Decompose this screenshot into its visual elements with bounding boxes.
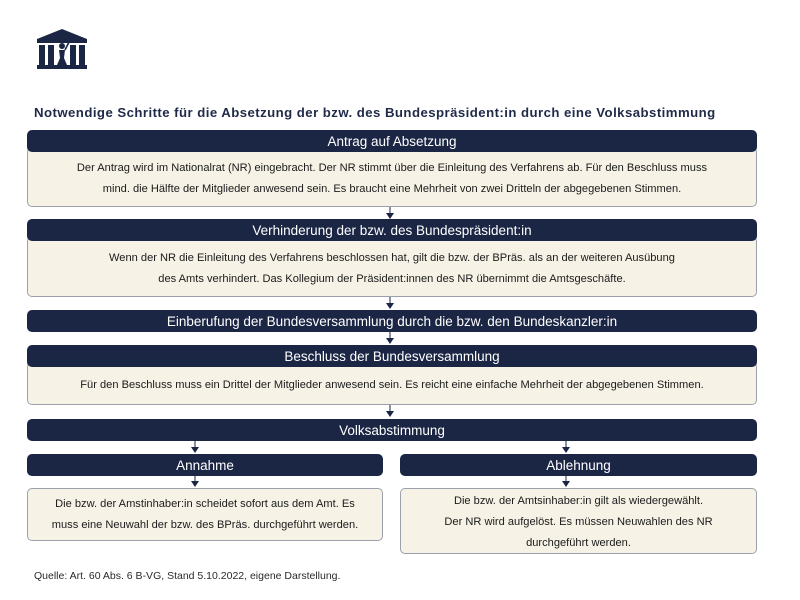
annahme-header: Annahme [27,454,383,476]
antrag-header: Antrag auf Absetzung [27,130,757,152]
verhinderung-box [27,236,757,297]
arrow-beschluss-to-volksabstimmung [386,405,394,417]
ablehnung-text-line-3: durchgeführt werden. [526,537,631,549]
volksabstimmung-header: Volksabstimmung [27,419,757,441]
antrag-text-line-1: Der Antrag wird im Nationalrat (NR) eingebracht. Der NR stimmt über die Einleitung des Verfahrens ab. Für den Beschluss muss [76,162,708,174]
arrow-annahme-to-box [191,476,199,487]
arrow-einberufung-to-beschluss [386,332,394,344]
annahme-text-line-2: muss eine Neuwahl der bzw. des BPräs. durchgeführt werden. [51,519,359,531]
beschluss-header: Beschluss der Bundesversammlung [27,345,757,367]
arrow-volksabstimmung-to-ablehnung [562,441,570,453]
verhinderung-text-line-2: des Amts verhindert. Das Kollegium der Präsident:innen des NR übernimmt die Amtsgeschäfte. [158,273,626,285]
ablehnung-text-line-2: Der NR wird aufgelöst. Es müssen Neuwahlen des NR [444,516,713,528]
arrow-verhinderung-to-einberufung [386,297,394,309]
diagram-title: Notwendige Schritte für die Absetzung der bzw. des Bundespräsident:in durch eine Volksabstimmung [34,105,716,120]
antrag-text-line-2: mind. die Hälfte der Mitglieder anwesend sein. Es braucht eine Mehrheit von zwei Dritteln der abgegebenen Stimmen. [102,183,682,195]
ablehnung-box [400,488,757,554]
verhinderung-header: Verhinderung der bzw. des Bundespräsident:in [27,219,757,241]
beschluss-text-line-1: Für den Beschluss muss ein Drittel der Mitglieder anwesend sein. Es reicht eine einfache Mehrheit der abgegebenen Stimmen. [80,379,704,391]
beschluss-box [27,362,757,405]
arrow-antrag-to-verhinderung [386,207,394,219]
source-note: Quelle: Art. 60 Abs. 6 B-VG, Stand 5.10.2022, eigene Darstellung. [34,570,341,582]
verhinderung-text-line-1: Wenn der NR die Einleitung des Verfahrens beschlossen hat, gilt die bzw. der BPräs. als an der weiteren Ausübung [109,252,675,264]
arrow-ablehnung-to-box [562,476,570,487]
antrag-box [27,147,757,207]
einberufung-header: Einberufung der Bundesversammlung durch die bzw. den Bundeskanzler:in [27,310,757,332]
ablehnung-header: Ablehnung [400,454,757,476]
arrow-volksabstimmung-to-annahme [191,441,199,453]
ablehnung-text-line-1: Die bzw. der Amtsinhaber:in gilt als wiedergewählt. [453,495,704,507]
annahme-box [27,488,383,541]
annahme-text-line-1: Die bzw. der Amstinhaber:in scheidet sofort aus dem Amt. Es [55,498,355,510]
